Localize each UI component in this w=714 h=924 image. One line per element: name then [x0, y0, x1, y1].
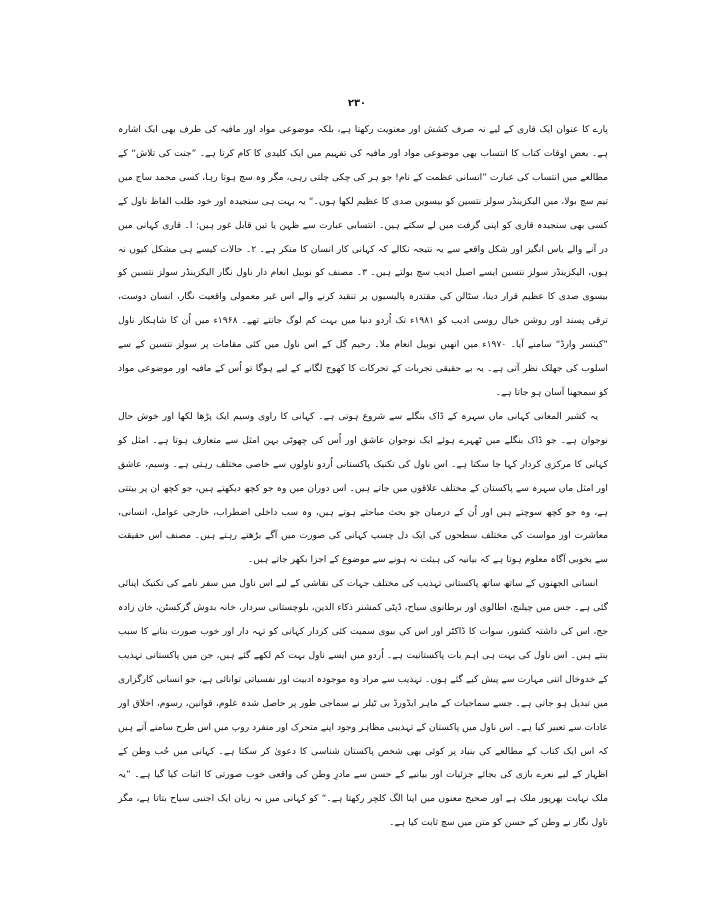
paragraph-2: یہ کشیر المعانی کہانی ماں سہرہ کے ڈاک بنگلے سے شروع ہوتی ہے۔ کہانی کا راوی وسیم ایک پڑھا لکھا اور خوش حال نوجوان ہے۔ جو ڈاک بنگلے میں ٹھہرے ہوئے ایک نوجوان عاشق اور اُس کی چھوٹی بہن امثل سے متعارف ہوتا ہے۔ امثل کو کہانی کا مرکزی کردار کہا جا سکتا ہے۔ اس ناول کی تکنیک پاکستانی اُردو ناولوں سے خاصی مختلف رہتی ہے۔ وسیم، عاشق اور امثل ماں سہرہ سے پاکستان کے مختلف علاقوں میں جاتے ہیں۔ اس دوران میں وہ جو کچھ دیکھتے ہیں، جو کچھ ان پر بیتتی ہے، وہ جو کچھ سوچتے ہیں اور اُن کے درمیان جو بحث مباحثے ہوتے ہیں، وہ سب داخلی اضطراب، خارجی عوامل، انسانی، معاشرت اور مواست کی مختلف سطحوں کی ایک دل چسپ کہانی کی صورت میں آگے بڑھتے رہتے ہیں۔ مصنف اس حقیقت سے بخوبی آگاہ معلوم ہوتا ہے کہ بیانیہ کی ہیئت نہ ہونے سے موضوع کے اجزا بکھر جاتے ہیں۔: [118, 410, 608, 566]
paragraph-3: انسانی الجھنوں کے ساتھ ساتھ پاکستانی تہذیب کی مختلف جہات کی نقاشی کے لیے اس ناول میں سفر نامے کی تکنیک اپنائی گئی ہے۔ جس میں چیلنج، اطالوی اور برطانوی سیاح، ڈپٹی کمشنر ذکاء الدین، بلوچستانی سردار، خانہ بدوش گرکسٹن، خان زادہ جج، اس کی داشتہ کشور، سوات کا ڈاکٹر اور اس کی بیوی سمیت کئی کردار کہانی کو تہہ دار اور خوب صورت بنانے کا سبب بنتے ہیں۔ اس ناول کی بہت ہی اہم بات پاکستانیت ہے۔ اُردو میں ایسے ناول بہت کم لکھے گئے ہیں، جن میں پاکستانی تہذیب کے خدوخال اتنی مہارت سے پیش کیے گئے ہوں۔ تہذیب سے مراد وہ موجودہ ادبیت اور نفسیاتی توانائی ہے، جو انسانی کارگزاری میں تبدیل ہو جاتی ہے۔ جسے سماجیات کے ماہر ایڈورڈ بی ٹیلر نے سماجی طور پر حاصل شدہ علوم، قوانین، رسوم، اخلاق اور عادات سے تعبیر کیا ہے۔ اس ناول میں پاکستان کے تہذیبی مظاہر وجود اپنے متحرک اور منفرد روپ میں اس طرح سامنے آتے ہیں کہ اس ایک کتاب کے مطالعے کی بنیاد پر کوئی بھی شخص پاکستان شناسی کا دعویٰ کر سکتا ہے۔ کہانی میں حُب وطن کے اظہار کے لیے نعرے بازی کی بجائے جزئیات اور بیانیے کے حسن سے مادرِ وطن کی واقعی خوب صورتی کا اثبات کیا گیا ہے۔ ”یہ ملک نہایت بھرپور ملک ہے اور صحیح معنوں میں اپنا الگ کلچر رکھتا ہے۔“ کو کہانی میں بہ زبان ایک اجنبی سیاح بتاتا ہے، مگر ناول نگار نے وطن کے حسن کو متن میں سچ ثابت کیا ہے۔: [118, 578, 608, 829]
body-text: [118, 118, 608, 835]
page-number: ۲۳۰: [347, 98, 367, 109]
paragraph-1: پارے کا عنوان ایک قاری کے لیے نہ صرف کشش اور معنویت رکھتا ہے، بلکہ موضوعی مواد اور مافیہ کی طرف بھی ایک اشارہ ہے۔ بعض اوقات کتاب کا انتساب بھی موضوعی مواد اور مافیہ کی تفہیم میں ایک کلیدی کا کام کرتا ہے۔ ”جنت کی تلاش“ کے مطالعے میں انتساب کی عبارت ”انسانی عظمت کے نام! جو ہر کی چکی چلتی رہی، مگر وہ سچ ہوتا رہا، کسی محمد ساج میں تیم سچ بولا، میں الیکزینڈر سولز نتسین کو بیسویں صدی کا عظیم لکھا ہوں۔“ یہ بہت ہی سنجیدہ اور خود طلب الفاظ ناول کے کسی بھی سنجیدہ قاری کو اپنی گرفت میں لے سکتے ہیں۔ انتسابی عبارت سے ظہن یا تیں قابل غور ہیں: ا۔ قاری کہانی میں در آنے والے یاس انگیز اور شکل واقعے سے یہ نتیجہ نکالے کہ کہانی کار انسان کا منکر ہے۔ ۲۔ حالات کیسے ہی مشکل کیوں نہ ہوں، الیکزینڈر سولز نتسین ایسے اصیل ادیب سچ بولتے ہیں۔ ۳۔ مصنف کو نوبیل انعام دار ناول نگار الیکزینڈر سولز نتسین کو بیسوی صدی کا عظیم قرار دینا، سٹالن کی مقتدرہ پالیسیوں پر تنقید کرنے والے اس غیر معمولی واقعیت نگار، انسان دوست، ترقی پسند اور روشن خیال روسی ادیب کو ۱۹۸۱ء تک اُردو دنیا میں بہت کم لوگ جانتے تھے۔ ۱۹۶۸ء میں اُن کا شاہکار ناول ”کینسر وارڈ“ سامنے آیا۔ ۱۹۷۰ء میں انھیں نوبیل انعام ملا۔ رحیم گل کے اس ناول میں کئی مقامات پر سولز نتسین کے سے اسلوب کی جھلک نظر آتی ہے۔ یہ بے حقیقی تجربات کے تحرکات کا کھوج لگانے کے لیے ہوگا تو اُس کے مافیہ اور موضوعی مواد کو سمجھنا آسان ہو جاتا ہے۔: [118, 124, 608, 398]
